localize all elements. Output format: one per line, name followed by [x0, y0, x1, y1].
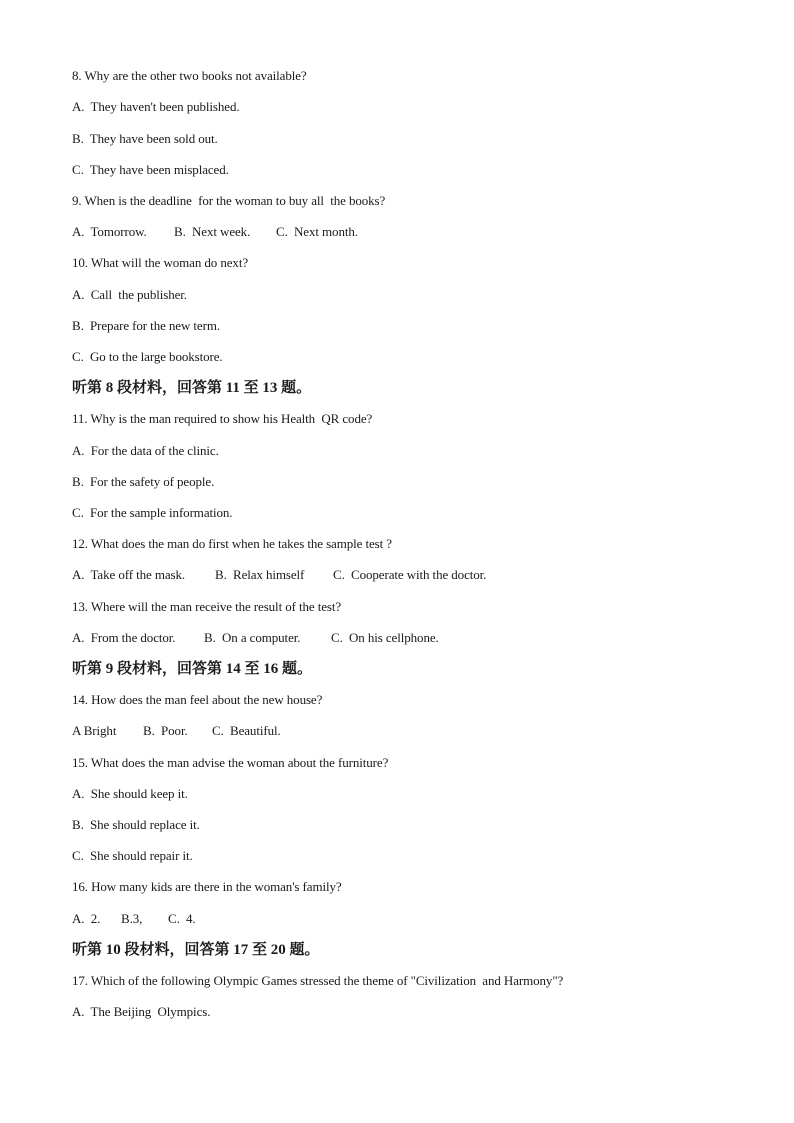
- q10-option-a: A. Call the publisher.: [72, 287, 187, 302]
- section-8-heading: 听第 8 段材料，回答第 11 至 13 题。: [72, 380, 312, 396]
- q16-option-a: A. 2.: [72, 911, 101, 926]
- q8-option-b: B. They have been sold out.: [72, 131, 218, 146]
- q8-option-a: A. They haven't been published.: [72, 99, 240, 114]
- q15-option-c: C. She should repair it.: [72, 848, 193, 863]
- q16-options: [72, 911, 196, 927]
- question-9: 9. When is the deadline for the woman to buy all the books?: [72, 193, 386, 208]
- question-10: 10. What will the woman do next?: [72, 255, 248, 270]
- q16-option-b: B.3,: [121, 911, 143, 926]
- q10-option-c: C. Go to the large bookstore.: [72, 349, 223, 364]
- q14-options: [72, 723, 281, 739]
- q17-option-a: A. The Beijing Olympics.: [72, 1004, 211, 1019]
- q13-option-b: B. On a computer.: [204, 630, 301, 645]
- q10-option-b: B. Prepare for the new term.: [72, 318, 220, 333]
- section-9-heading: 听第 9 段材料，回答第 14 至 16 题。: [72, 661, 313, 677]
- q11-option-c: C. For the sample information.: [72, 505, 233, 520]
- q9-option-a: A. Tomorrow.: [72, 224, 147, 239]
- q15-option-a: A. She should keep it.: [72, 786, 188, 801]
- question-12: 12. What does the man do first when he takes the sample test ?: [72, 536, 392, 551]
- q12-option-c: C. Cooperate with the doctor.: [333, 567, 487, 582]
- question-11: 11. Why is the man required to show his Health QR code?: [72, 411, 373, 426]
- q14-option-a: A Bright: [72, 723, 117, 738]
- section-10-heading: 听第 10 段材料，回答第 17 至 20 题。: [72, 942, 320, 958]
- q9-options: [72, 224, 358, 240]
- q13-option-c: C. On his cellphone.: [331, 630, 439, 645]
- q9-option-b: B. Next week.: [174, 224, 251, 239]
- q11-option-b: B. For the safety of people.: [72, 474, 215, 489]
- q13-options: [72, 630, 439, 646]
- q12-options: [72, 567, 486, 583]
- question-8: 8. Why are the other two books not available?: [72, 68, 307, 83]
- q12-option-b: B. Relax himself: [215, 567, 305, 582]
- q11-option-a: A. For the data of the clinic.: [72, 443, 219, 458]
- question-13: 13. Where will the man receive the result of the test?: [72, 599, 342, 614]
- question-14: 14. How does the man feel about the new house?: [72, 692, 323, 707]
- q13-option-a: A. From the doctor.: [72, 630, 176, 645]
- question-17: 17. Which of the following Olympic Games stressed the theme of "Civilization and Harmony"?: [72, 973, 564, 988]
- question-15: 15. What does the man advise the woman about the furniture?: [72, 755, 389, 770]
- q15-option-b: B. She should replace it.: [72, 817, 200, 832]
- q14-option-c: C. Beautiful.: [212, 723, 281, 738]
- q12-option-a: A. Take off the mask.: [72, 567, 186, 582]
- q8-option-c: C. They have been misplaced.: [72, 162, 229, 177]
- q9-option-c: C. Next month.: [276, 224, 358, 239]
- q14-option-b: B. Poor.: [143, 723, 188, 738]
- q16-option-c: C. 4.: [168, 911, 196, 926]
- question-16: 16. How many kids are there in the woman's family?: [72, 879, 342, 894]
